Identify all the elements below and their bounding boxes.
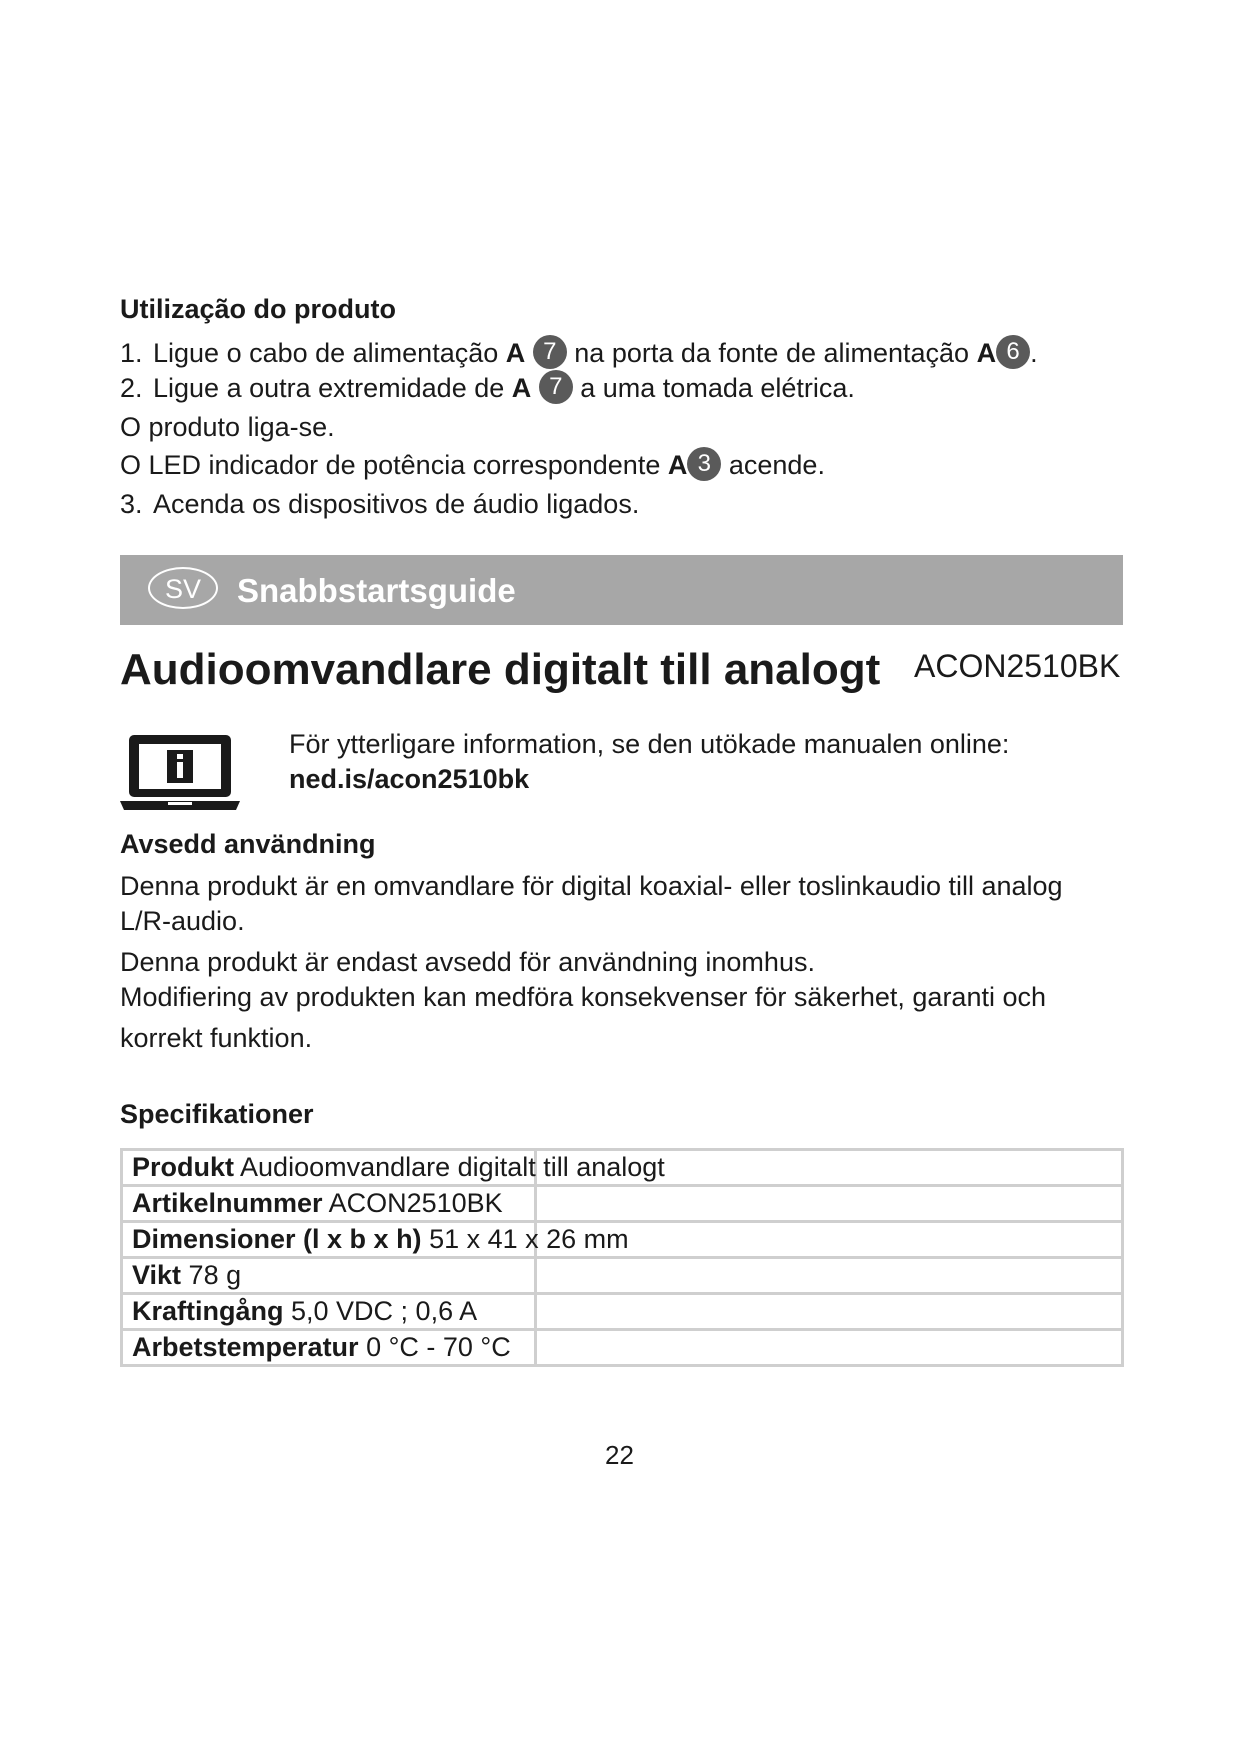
spec-row bbox=[122, 1222, 1123, 1258]
specs-table bbox=[120, 1148, 1124, 1367]
badge-7: 7 bbox=[533, 335, 567, 369]
spec-value: Audioomvandlare digitalt till analogt bbox=[240, 1152, 665, 1182]
spec-label: Arbetstemperatur bbox=[132, 1332, 359, 1362]
language-bar bbox=[120, 555, 1123, 625]
intended-use-p2: Denna produkt är endast avsedd för användning inomhus. bbox=[120, 947, 815, 977]
usage-step-3: 3. Acenda os dispositivos de áudio ligados. bbox=[120, 489, 640, 519]
spec-row bbox=[122, 1258, 1123, 1294]
product-title: Audioomvandlare digitalt till analogt bbox=[120, 645, 881, 694]
spec-row bbox=[122, 1150, 1123, 1186]
spec-label: Artikelnummer bbox=[132, 1188, 323, 1218]
language-code-badge: SV bbox=[148, 567, 218, 609]
intended-use-p3-line2: korrekt funktion. bbox=[120, 1023, 313, 1053]
spec-value: 51 x 41 x 26 mm bbox=[429, 1224, 629, 1254]
badge-7: 7 bbox=[539, 370, 573, 404]
badge-6: 6 bbox=[996, 335, 1030, 369]
usage-heading: Utilização do produto bbox=[120, 294, 396, 324]
intended-use-p1-line2: L/R-audio. bbox=[120, 906, 245, 936]
laptop-info-icon bbox=[120, 733, 240, 813]
language-bar-title: Snabbstartsguide bbox=[237, 572, 516, 609]
info-text: För ytterligare information, se den utökade manualen online: bbox=[289, 729, 1010, 759]
spec-label: Kraftingång bbox=[132, 1296, 284, 1326]
usage-step-2: 2. Ligue a outra extremidade de A 7 a uma tomada elétrica. bbox=[120, 373, 855, 407]
spec-value: 0 °C - 70 °C bbox=[366, 1332, 511, 1362]
spec-row bbox=[122, 1330, 1123, 1366]
usage-note-2: O LED indicador de potência correspondente A 3 acende. bbox=[120, 450, 825, 484]
intended-use-p3-line1: Modifiering av produkten kan medföra konsekvenser för säkerhet, garanti och bbox=[120, 982, 1047, 1012]
spec-value: ACON2510BK bbox=[328, 1188, 503, 1218]
spec-row bbox=[122, 1294, 1123, 1330]
intended-use-p1-line1: Denna produkt är en omvandlare för digital koaxial- eller toslinkaudio till analog bbox=[120, 871, 1063, 901]
manual-link[interactable]: ned.is/acon2510bk bbox=[289, 764, 530, 794]
spec-value: 5,0 VDC ; 0,6 A bbox=[291, 1296, 478, 1326]
usage-note-1: O produto liga-se. bbox=[120, 412, 335, 442]
badge-3: 3 bbox=[687, 447, 721, 481]
spec-value: 78 g bbox=[188, 1260, 242, 1290]
spec-label: Vikt bbox=[132, 1260, 182, 1290]
spec-row bbox=[122, 1186, 1123, 1222]
specs-heading: Specifikationer bbox=[120, 1099, 314, 1129]
spec-label: Produkt bbox=[132, 1152, 235, 1182]
intended-use-heading: Avsedd användning bbox=[120, 829, 376, 859]
model-number: ACON2510BK bbox=[914, 648, 1121, 684]
usage-step-1: 1. Ligue o cabo de alimentação A 7 na porta da fonte de alimentação A 6 . bbox=[120, 338, 1038, 372]
spec-label: Dimensioner (l x b x h) bbox=[132, 1224, 422, 1254]
page-number: 22 bbox=[605, 1440, 634, 1470]
